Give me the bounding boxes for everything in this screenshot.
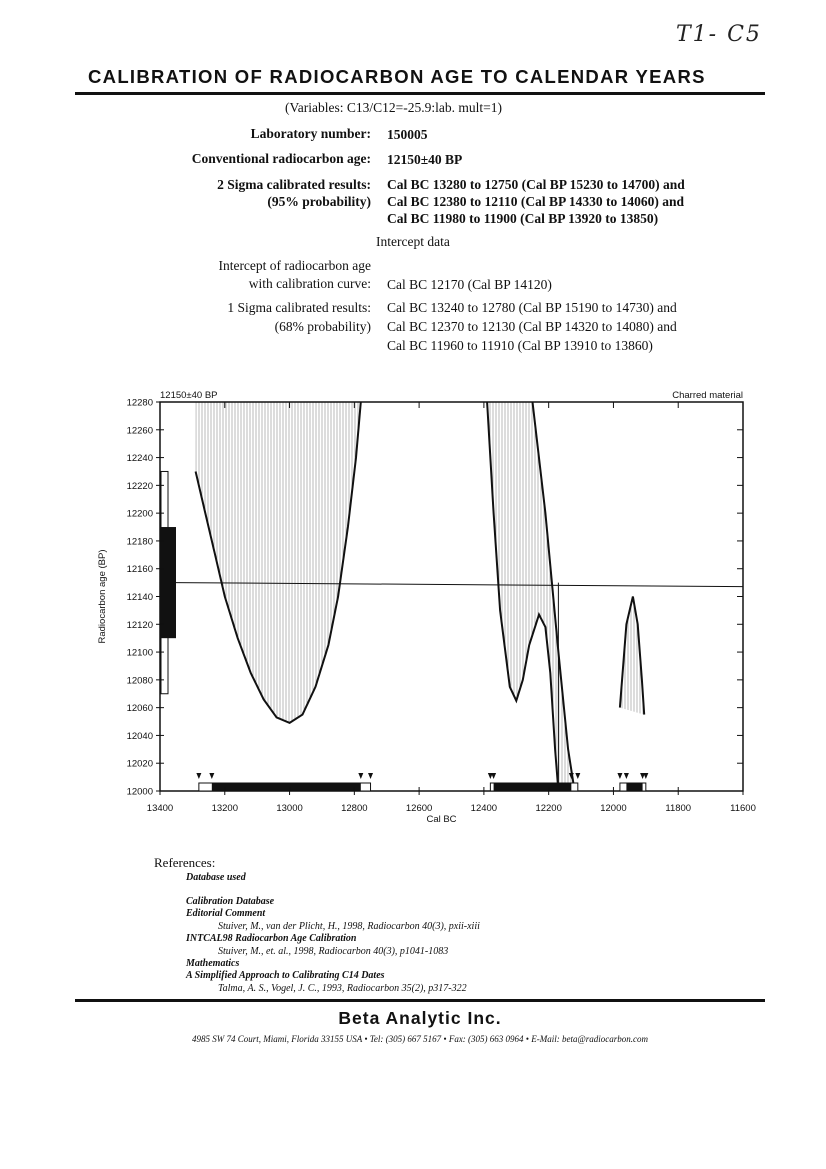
two-sigma-label-2: (95% probability) <box>267 194 371 209</box>
y-tick-label: 12140 <box>126 592 153 603</box>
page-title: CALIBRATION OF RADIOCARBON AGE TO CALENDAR YEARS <box>88 66 706 87</box>
reference-title: A Simplified Approach to Calibrating C14 Dates <box>186 970 385 982</box>
x-tick-label: 12600 <box>405 803 433 814</box>
y-tick-label: 12120 <box>126 619 153 631</box>
one-sigma-results <box>387 298 677 355</box>
y-axis-label: Radiocarbon age (BP) <box>97 549 108 644</box>
reference-title: Mathematics <box>186 958 240 970</box>
range-marker <box>196 773 201 779</box>
y-tick-label: 12220 <box>126 480 153 492</box>
one-sigma-cal-bar <box>212 783 361 791</box>
chart-top-right-label: Charred material <box>672 390 743 401</box>
x-tick-label: 12400 <box>470 803 498 814</box>
x-tick-label: 12200 <box>535 803 562 814</box>
range-marker <box>368 773 373 779</box>
lab-number-label: Laboratory number: <box>250 126 371 141</box>
two-sigma-results <box>387 176 685 227</box>
y-tick-label: 12200 <box>126 508 153 520</box>
database-used: Database used <box>186 872 246 883</box>
lab-number-value: 150005 <box>387 127 428 142</box>
handwritten-note: T1- C5 <box>676 22 762 47</box>
reference-citation: Stuiver, M., van der Plicht, H., 1998, Radiocarbon 40(3), pxii-xiii <box>218 920 480 932</box>
x-tick-label: 12800 <box>341 803 368 814</box>
y-tick-label: 12280 <box>126 397 153 409</box>
company-name: Beta Analytic Inc. <box>338 1008 502 1028</box>
range-marker <box>209 773 214 779</box>
two-sigma-line: Cal BC 12380 to 12110 (Cal BP 14330 to 14060) and <box>387 194 685 209</box>
probability-shading <box>487 402 574 791</box>
one-sigma-cal-bar <box>494 783 572 791</box>
probability-shading <box>196 402 361 723</box>
one-sigma-label-2: (68% probability) <box>274 319 371 334</box>
references-list <box>186 896 480 995</box>
range-marker <box>575 773 580 779</box>
intercept-value: Cal BC 12170 (Cal BP 14120) <box>387 277 552 292</box>
one-sigma-line: Cal BC 13240 to 12780 (Cal BP 15190 to 14730) and <box>387 300 677 315</box>
y-tick-label: 12040 <box>126 730 153 742</box>
chart-top-left-label: 12150±40 BP <box>160 390 218 401</box>
intercept-label <box>218 257 371 293</box>
intercept-heading: Intercept data <box>376 234 450 249</box>
reference-title: Calibration Database <box>186 896 275 907</box>
conventional-age-value: 12150±40 BP <box>387 152 463 167</box>
one-sigma-label-1: 1 Sigma calibrated results: <box>227 300 371 315</box>
references-heading: References: <box>154 855 216 870</box>
y-tick-label: 12060 <box>126 703 153 715</box>
y-tick-label: 12160 <box>126 564 153 576</box>
y-tick-label: 12260 <box>126 425 153 437</box>
intercept-label-2: with calibration curve: <box>248 276 371 291</box>
two-sigma-line: Cal BC 13280 to 12750 (Cal BP 15230 to 14700) and <box>387 177 685 192</box>
one-sigma-label <box>227 298 371 336</box>
y-tick-label: 12000 <box>126 786 153 798</box>
x-axis-label: Cal BC <box>426 814 457 825</box>
y-tick-label: 12180 <box>126 536 153 548</box>
calibration-chart <box>0 380 826 840</box>
reference-title: INTCAL98 Radiocarbon Age Calibration <box>186 933 357 945</box>
one-sigma-line: Cal BC 11960 to 11910 (Cal BP 13910 to 13860) <box>387 338 653 353</box>
x-tick-label: 11800 <box>665 803 692 814</box>
y-tick-label: 12240 <box>126 453 153 465</box>
conventional-age-label: Conventional radiocarbon age: <box>191 151 371 166</box>
y-tick-label: 12080 <box>126 675 153 687</box>
company-address: 4985 SW 74 Court, Miami, Florida 33155 USA • Tel: (305) 667 5167 • Fax: (305) 663 0964 • E-Mail: beta@radiocarbon.com <box>192 1034 648 1044</box>
reference-citation: Talma, A. S., Vogel, J. C., 1993, Radiocarbon 35(2), p317-322 <box>218 982 467 994</box>
range-marker <box>624 773 629 779</box>
y-tick-label: 12100 <box>126 647 153 659</box>
variables-line: (Variables: C13/C12=-25.9:lab. mult=1) <box>285 100 502 115</box>
x-tick-label: 11600 <box>730 803 756 814</box>
range-marker <box>640 773 645 779</box>
reference-citation: Stuiver, M., et. al., 1998, Radiocarbon 40(3), p1041-1083 <box>218 945 449 957</box>
title-rule <box>75 92 765 95</box>
range-marker <box>491 773 496 779</box>
x-tick-label: 13000 <box>276 803 303 814</box>
two-sigma-label <box>217 176 371 210</box>
two-sigma-line: Cal BC 11980 to 11900 (Cal BP 13920 to 13850) <box>387 211 659 226</box>
x-tick-label: 13200 <box>211 803 238 814</box>
one-sigma-cal-bar <box>626 783 642 791</box>
reference-title: Editorial Comment <box>186 908 266 920</box>
range-marker <box>358 773 363 779</box>
footer-rule <box>75 999 765 1002</box>
range-marker <box>617 773 622 779</box>
intercept-label-1: Intercept of radiocarbon age <box>218 258 371 273</box>
y-tick-label: 12020 <box>126 758 153 770</box>
one-sigma-age-bar <box>161 527 176 638</box>
two-sigma-label-1: 2 Sigma calibrated results: <box>217 177 371 192</box>
x-tick-label: 12000 <box>600 803 627 814</box>
one-sigma-line: Cal BC 12370 to 12130 (Cal BP 14320 to 14080) and <box>387 319 677 334</box>
x-tick-label: 13400 <box>146 803 174 814</box>
